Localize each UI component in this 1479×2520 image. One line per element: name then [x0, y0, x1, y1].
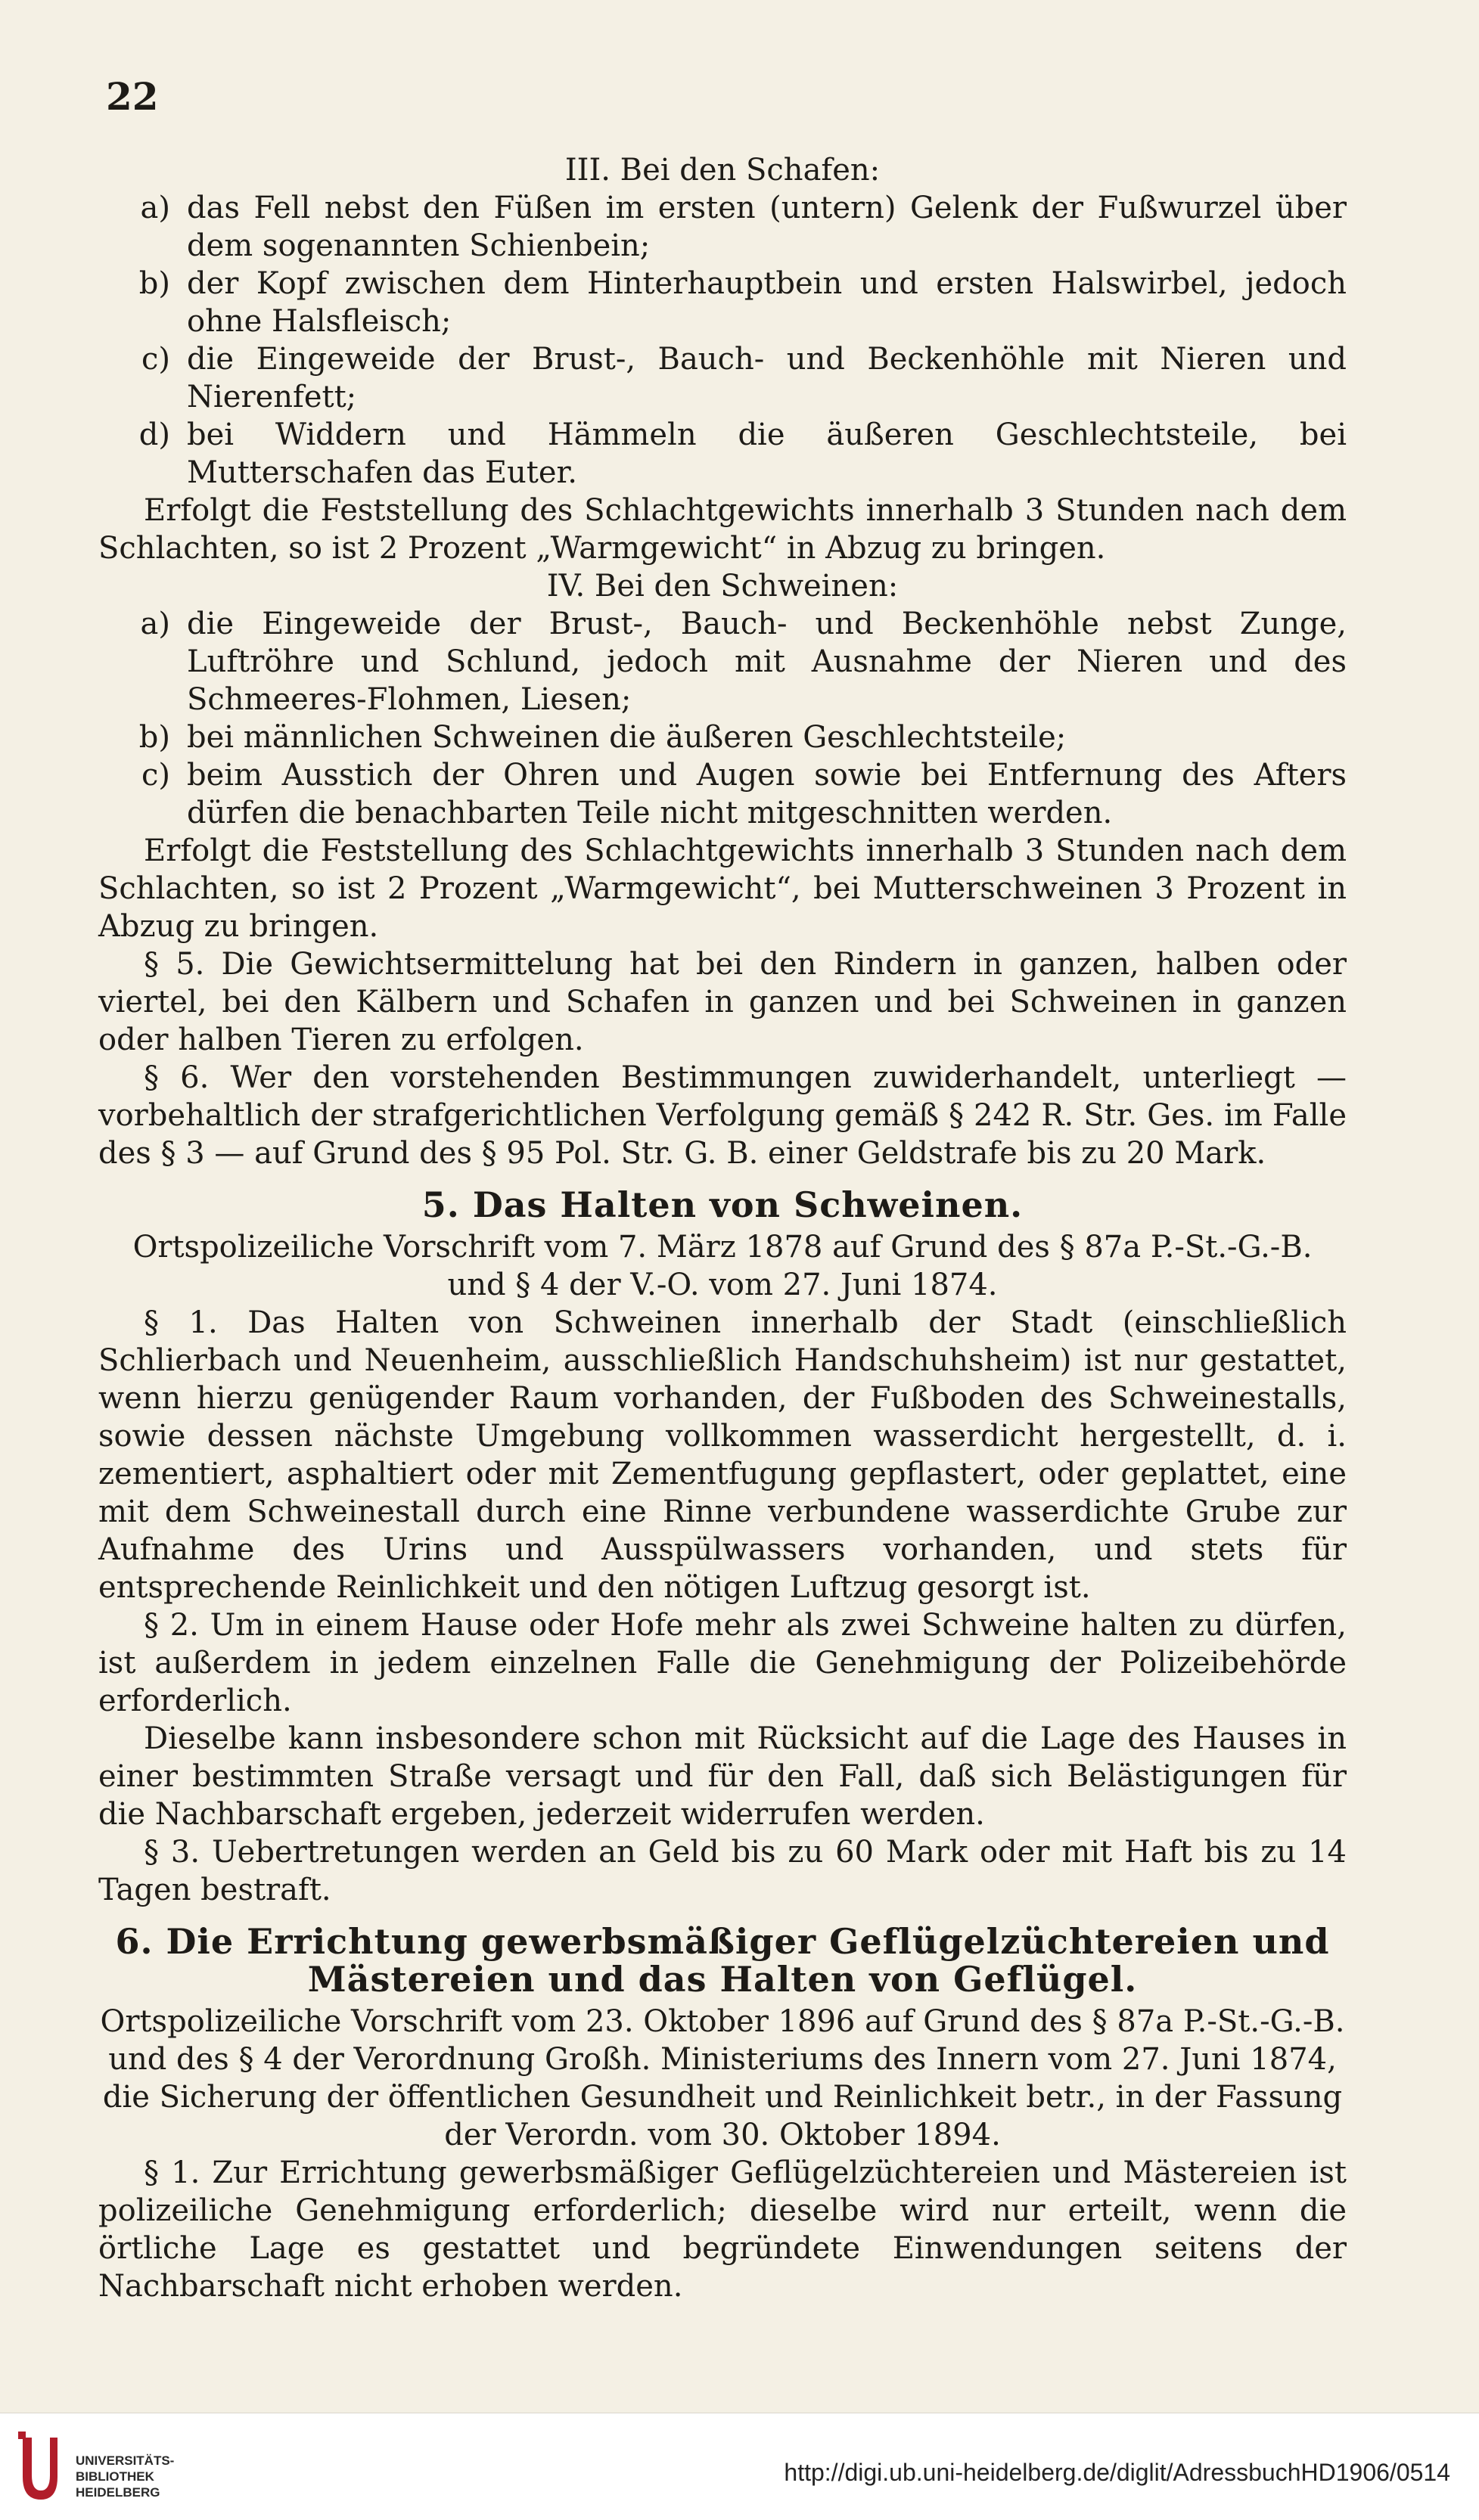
item-text: bei männlichen Schweinen die äußeren Geschlechtsteile; — [187, 720, 1067, 755]
list-item — [98, 265, 1347, 340]
item-text: der Kopf zwischen dem Hinterhauptbein und ersten Halswirbel, jedoch ohne Halsfleisch; — [187, 266, 1347, 339]
item-label: a) — [140, 607, 170, 641]
section-5-paragraph-2b: Dieselbe kann insbesondere schon mit Rücksicht auf die Lage des Hauses in einer bestimmten Straße versagt und für den Fall, daß sich Belästigungen für die Nachbarschaft ergeben, jederzeit widerrufen werden. — [98, 1721, 1347, 1832]
section-6-ordinance-line-3: die Sicherung der öffentlichen Gesundheit und Reinlichkeit betr., in der Fassung — [102, 2080, 1343, 2115]
item-text: bei Widdern und Hämmeln die äußeren Geschlechtsteile, bei Mutterschafen das Euter. — [187, 417, 1347, 490]
list-item — [98, 340, 1347, 416]
library-name-line-1: UNIVERSITÄTS- — [76, 2453, 175, 2468]
section-5-paragraph-2: § 2. Um in einem Hause oder Hofe mehr als zwei Schweine halten zu dürfen, ist außerdem in jedem einzelnen Falle die Genehmigung der Polizeibehörde erforderlich. — [98, 1608, 1347, 1718]
section-5-paragraph-1: § 1. Das Halten von Schweinen innerhalb der Stadt (einschließlich Schlierbach und Neuenheim, ausschließlich Handschuhsheim) ist nur gestattet, wenn hierzu genügender Raum vorhanden, der Fußboden des Schweinestalls, sowie dessen nächste Umgebung vollkommen wasserdicht hergestellt, d. i. zementiert, asphaltiert oder mit Zementfugung gepflastert, oder geplattet, eine mit dem Schweinestall durch eine Rinne verbundene wasserdichte Grube zur Aufnahme des Urins und Ausspülwassers vorhanden, und stets für entsprechende Reinlichkeit und den nötigen Luftzug gesorgt ist. — [98, 1305, 1347, 1605]
list-item — [98, 718, 1347, 756]
paragraph-6: § 6. Wer den vorstehenden Bestimmungen zuwiderhandelt, unterliegt — vorbehaltlich der strafgerichtlichen Verfolgung gemäß § 242 R. Str. Ges. im Falle des § 3 — auf Grund des § 95 Pol. Str. G. B. einer Geldstrafe bis zu 20 Mark. — [98, 1060, 1347, 1171]
item-label: a) — [140, 191, 170, 225]
item-label: c) — [141, 342, 170, 377]
list-item — [98, 416, 1347, 492]
section-6-ordinance-line-1: Ortspolizeiliche Vorschrift vom 23. Oktober 1896 auf Grund des § 87a P.-St.-G.-B. — [100, 2004, 1345, 2039]
paragraph-5: § 5. Die Gewichtsermittelung hat bei den Rindern in ganzen, halben oder viertel, bei den Kälbern und Schafen in ganzen und bei Schweinen in ganzen oder halben Tieren zu erfolgen. — [98, 947, 1347, 1057]
item-label: b) — [138, 266, 170, 301]
library-seal-icon — [15, 2430, 61, 2506]
list-item — [98, 605, 1347, 718]
section-6-title-line-1: 6. Die Errichtung gewerbsmäßiger Geflügelzüchtereien und — [115, 1921, 1330, 1962]
footer-bar — [0, 2413, 1479, 2520]
library-name-line-2: BIBLIOTHEK — [76, 2469, 154, 2484]
item-text: die Eingeweide der Brust-, Bauch- und Beckenhöhle mit Nieren und Nierenfett; — [187, 342, 1347, 414]
sheep-heading: III. Bei den Schafen: — [564, 153, 881, 188]
section-6-ordinance-line-4: der Verordn. vom 30. Oktober 1894. — [444, 2118, 1001, 2152]
section-5-ordinance-line-2: und § 4 der V.-O. vom 27. Juni 1874. — [447, 1268, 998, 1302]
pigs-heading: IV. Bei den Schweinen: — [546, 569, 899, 604]
page-content — [98, 151, 1347, 2305]
item-label: c) — [141, 758, 170, 793]
library-name — [76, 2453, 174, 2500]
list-item — [98, 189, 1347, 265]
section-6-title-line-2: Mästereien und das Halten von Geflügel. — [307, 1959, 1138, 2000]
library-logo[interactable] — [15, 2430, 242, 2506]
item-text: die Eingeweide der Brust-, Bauch- und Beckenhöhle nebst Zunge, Luftröhre und Schlund, jedoch mit Ausnahme der Nieren und des Schmeeres-Flohmen, Liesen; — [187, 607, 1347, 717]
section-6-ordinance-line-2: und des § 4 der Verordnung Großh. Ministeriums des Innern vom 27. Juni 1874, — [108, 2042, 1337, 2077]
section-6-paragraph-1: § 1. Zur Errichtung gewerbsmäßiger Geflügelzüchtereien und Mästereien ist polizeiliche Genehmigung erforderlich; dieselbe wird nur erteilt, wenn die örtliche Lage es gestattet und begründete Einwendungen seitens der Nachbarschaft nicht erhoben werden. — [98, 2155, 1347, 2304]
source-url-link[interactable]: http://digi.ub.uni-heidelberg.de/diglit/AdressbuchHD1906/0514 — [784, 2459, 1450, 2486]
item-label: b) — [138, 720, 170, 755]
section-5-ordinance-line-1: Ortspolizeiliche Vorschrift vom 7. März 1878 auf Grund des § 87a P.-St.-G.-B. — [132, 1230, 1313, 1265]
list-item — [98, 756, 1347, 832]
page-number: 22 — [106, 74, 159, 119]
library-name-line-3: HEIDELBERG — [76, 2485, 160, 2500]
item-text: beim Ausstich der Ohren und Augen sowie bei Entfernung des Afters dürfen die benachbarten Teile nicht mitgeschnitten werden. — [187, 758, 1347, 830]
item-text: das Fell nebst den Füßen im ersten (untern) Gelenk der Fußwurzel über dem sogenannten Schienbein; — [187, 191, 1347, 263]
section-5-paragraph-3: § 3. Uebertretungen werden an Geld bis zu 60 Mark oder mit Haft bis zu 14 Tagen bestraft. — [98, 1835, 1347, 1907]
item-label: d) — [138, 417, 170, 452]
sheep-note: Erfolgt die Feststellung des Schlachtgewichts innerhalb 3 Stunden nach dem Schlachten, so ist 2 Prozent „Warmgewicht“ in Abzug zu bringen. — [98, 493, 1347, 566]
pigs-note: Erfolgt die Feststellung des Schlachtgewichts innerhalb 3 Stunden nach dem Schlachten, so ist 2 Prozent „Warmgewicht“, bei Mutterschweinen 3 Prozent in Abzug zu bringen. — [98, 833, 1347, 944]
section-5-title: 5. Das Halten von Schweinen. — [421, 1184, 1024, 1225]
